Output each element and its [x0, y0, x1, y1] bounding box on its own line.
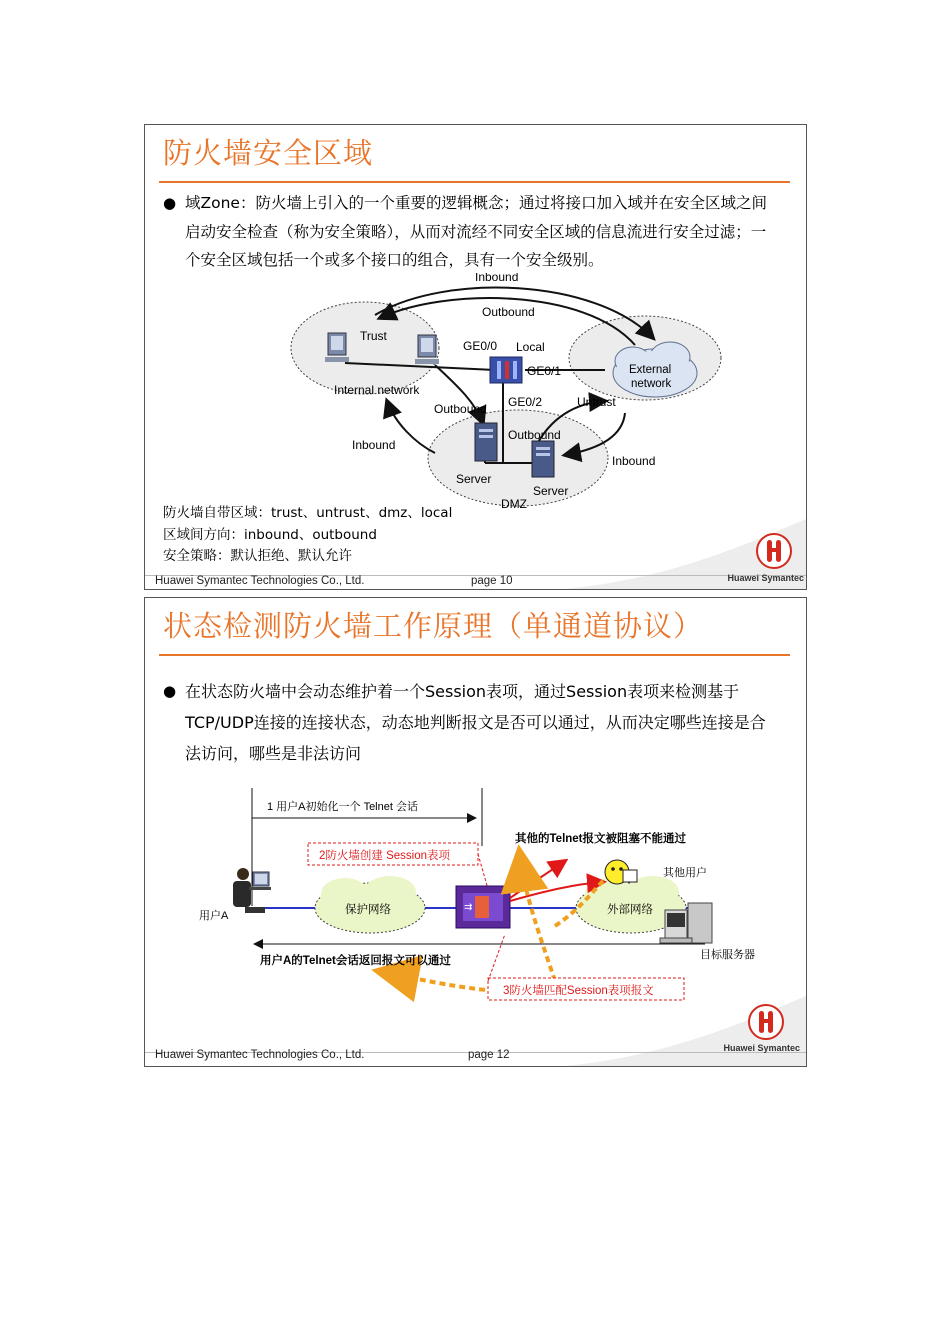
- huawei-symantec-logo: [756, 533, 792, 569]
- firewall-icon: [456, 886, 510, 928]
- slide-title: 防火墙安全区域: [163, 136, 374, 170]
- logo-text: Huawei Symantec: [723, 1043, 800, 1053]
- dmz-label: DMZ: [501, 497, 527, 511]
- footer-company: Huawei Symantec Technologies Co., Ltd.: [155, 575, 365, 587]
- target-server-label: 目标服务器: [700, 949, 755, 961]
- firewall-icon: [490, 357, 522, 383]
- server-left-label: Server: [456, 472, 492, 486]
- trust-zone-ellipse: [291, 302, 439, 394]
- outbound-right-label: Outbound: [508, 428, 561, 442]
- protected-network-label: 保护网络: [345, 904, 391, 916]
- bullet-text: 在状态防火墙中会动态维护着一个Session表项，通过Session表项来检测基于TCP/UDP连接的连接状态，动态地判断报文是否可以通过，从而决定哪些连接是合法访问，哪些是非法访问: [185, 682, 766, 763]
- logo-text: Huawei Symantec: [727, 573, 804, 583]
- external-network-label-2: network: [631, 378, 672, 390]
- footer-page: page 12: [468, 1049, 510, 1061]
- slide-page-10: [144, 124, 807, 590]
- other-user-label: 其他用户: [663, 867, 707, 879]
- footer-page: page 10: [471, 575, 513, 587]
- bullet-dot-icon: ●: [163, 682, 177, 700]
- trust-label: Trust: [360, 329, 387, 343]
- outbound-top-label: Outbound: [482, 305, 535, 319]
- server-icon: [475, 423, 497, 461]
- blocked-label: 其他的Telnet报文被阻塞不能通过: [515, 833, 687, 845]
- footer-company: Huawei Symantec Technologies Co., Ltd.: [155, 1049, 365, 1061]
- bullet-item: [163, 189, 778, 275]
- server-icon: [532, 441, 554, 477]
- bullet-text: 域Zone：防火墙上引入的一个重要的逻辑概念；通过将接口加入域并在安全区域之间启动安全检查（称为安全策略），从而对流经不同安全区域的信息流进行安全过滤；一个安全区域包括一个或多个接口的组合，具有一个安全级别。: [185, 194, 767, 269]
- step3-label: 3防火墙匹配Session表项报文: [503, 985, 654, 997]
- note-line: 区域间方向：inbound、outbound: [163, 526, 377, 543]
- outbound-left-label: Outbound: [434, 402, 487, 416]
- pc-icon: [415, 335, 439, 364]
- inbound-top-label: Inbound: [475, 273, 519, 284]
- user-a-label: 用户A: [199, 910, 229, 922]
- bullet-item: [163, 676, 776, 769]
- return-ok-label: 用户A的Telnet会话返回报文可以通过: [260, 955, 451, 967]
- note-line: 防火墙自带区域：trust、untrust、dmz、local: [163, 505, 453, 521]
- step2-label: 2防火墙创建 Session表项: [319, 850, 451, 862]
- ge01-label: GE0/1: [527, 364, 562, 378]
- stateful-firewall-diagram: [145, 786, 806, 1016]
- server-right-label: Server: [533, 484, 569, 498]
- step1-label: 1 用户A初始化一个 Telnet 会话: [267, 801, 418, 813]
- title-rule: [159, 181, 790, 183]
- inbound-left-label: Inbound: [352, 438, 396, 452]
- inbound-right-label: Inbound: [612, 454, 656, 468]
- local-label: Local: [516, 340, 545, 354]
- huawei-symantec-logo: [748, 1004, 784, 1040]
- external-network-label: 外部网络: [607, 904, 653, 916]
- svg-text:⇉: ⇉: [464, 902, 473, 913]
- ge02-label: GE0/2: [508, 395, 543, 409]
- external-network-label-1: External: [629, 364, 672, 376]
- other-user-icon: [605, 860, 637, 884]
- ge00-label: GE0/0: [463, 339, 498, 353]
- internal-network-label: Internal network: [334, 383, 420, 397]
- bullet-dot-icon: ●: [163, 194, 177, 212]
- security-zone-diagram: [145, 273, 806, 523]
- note-line: 安全策略：默认拒绝、默认允许: [163, 548, 352, 564]
- slide-title: 状态检测防火墙工作原理（单通道协议）: [163, 609, 704, 643]
- slide-page-12: [144, 597, 807, 1067]
- pc-icon: [325, 333, 349, 362]
- dmz-zone-ellipse: [428, 410, 608, 506]
- untrust-label: Untrust: [577, 395, 616, 409]
- title-rule: [159, 654, 790, 656]
